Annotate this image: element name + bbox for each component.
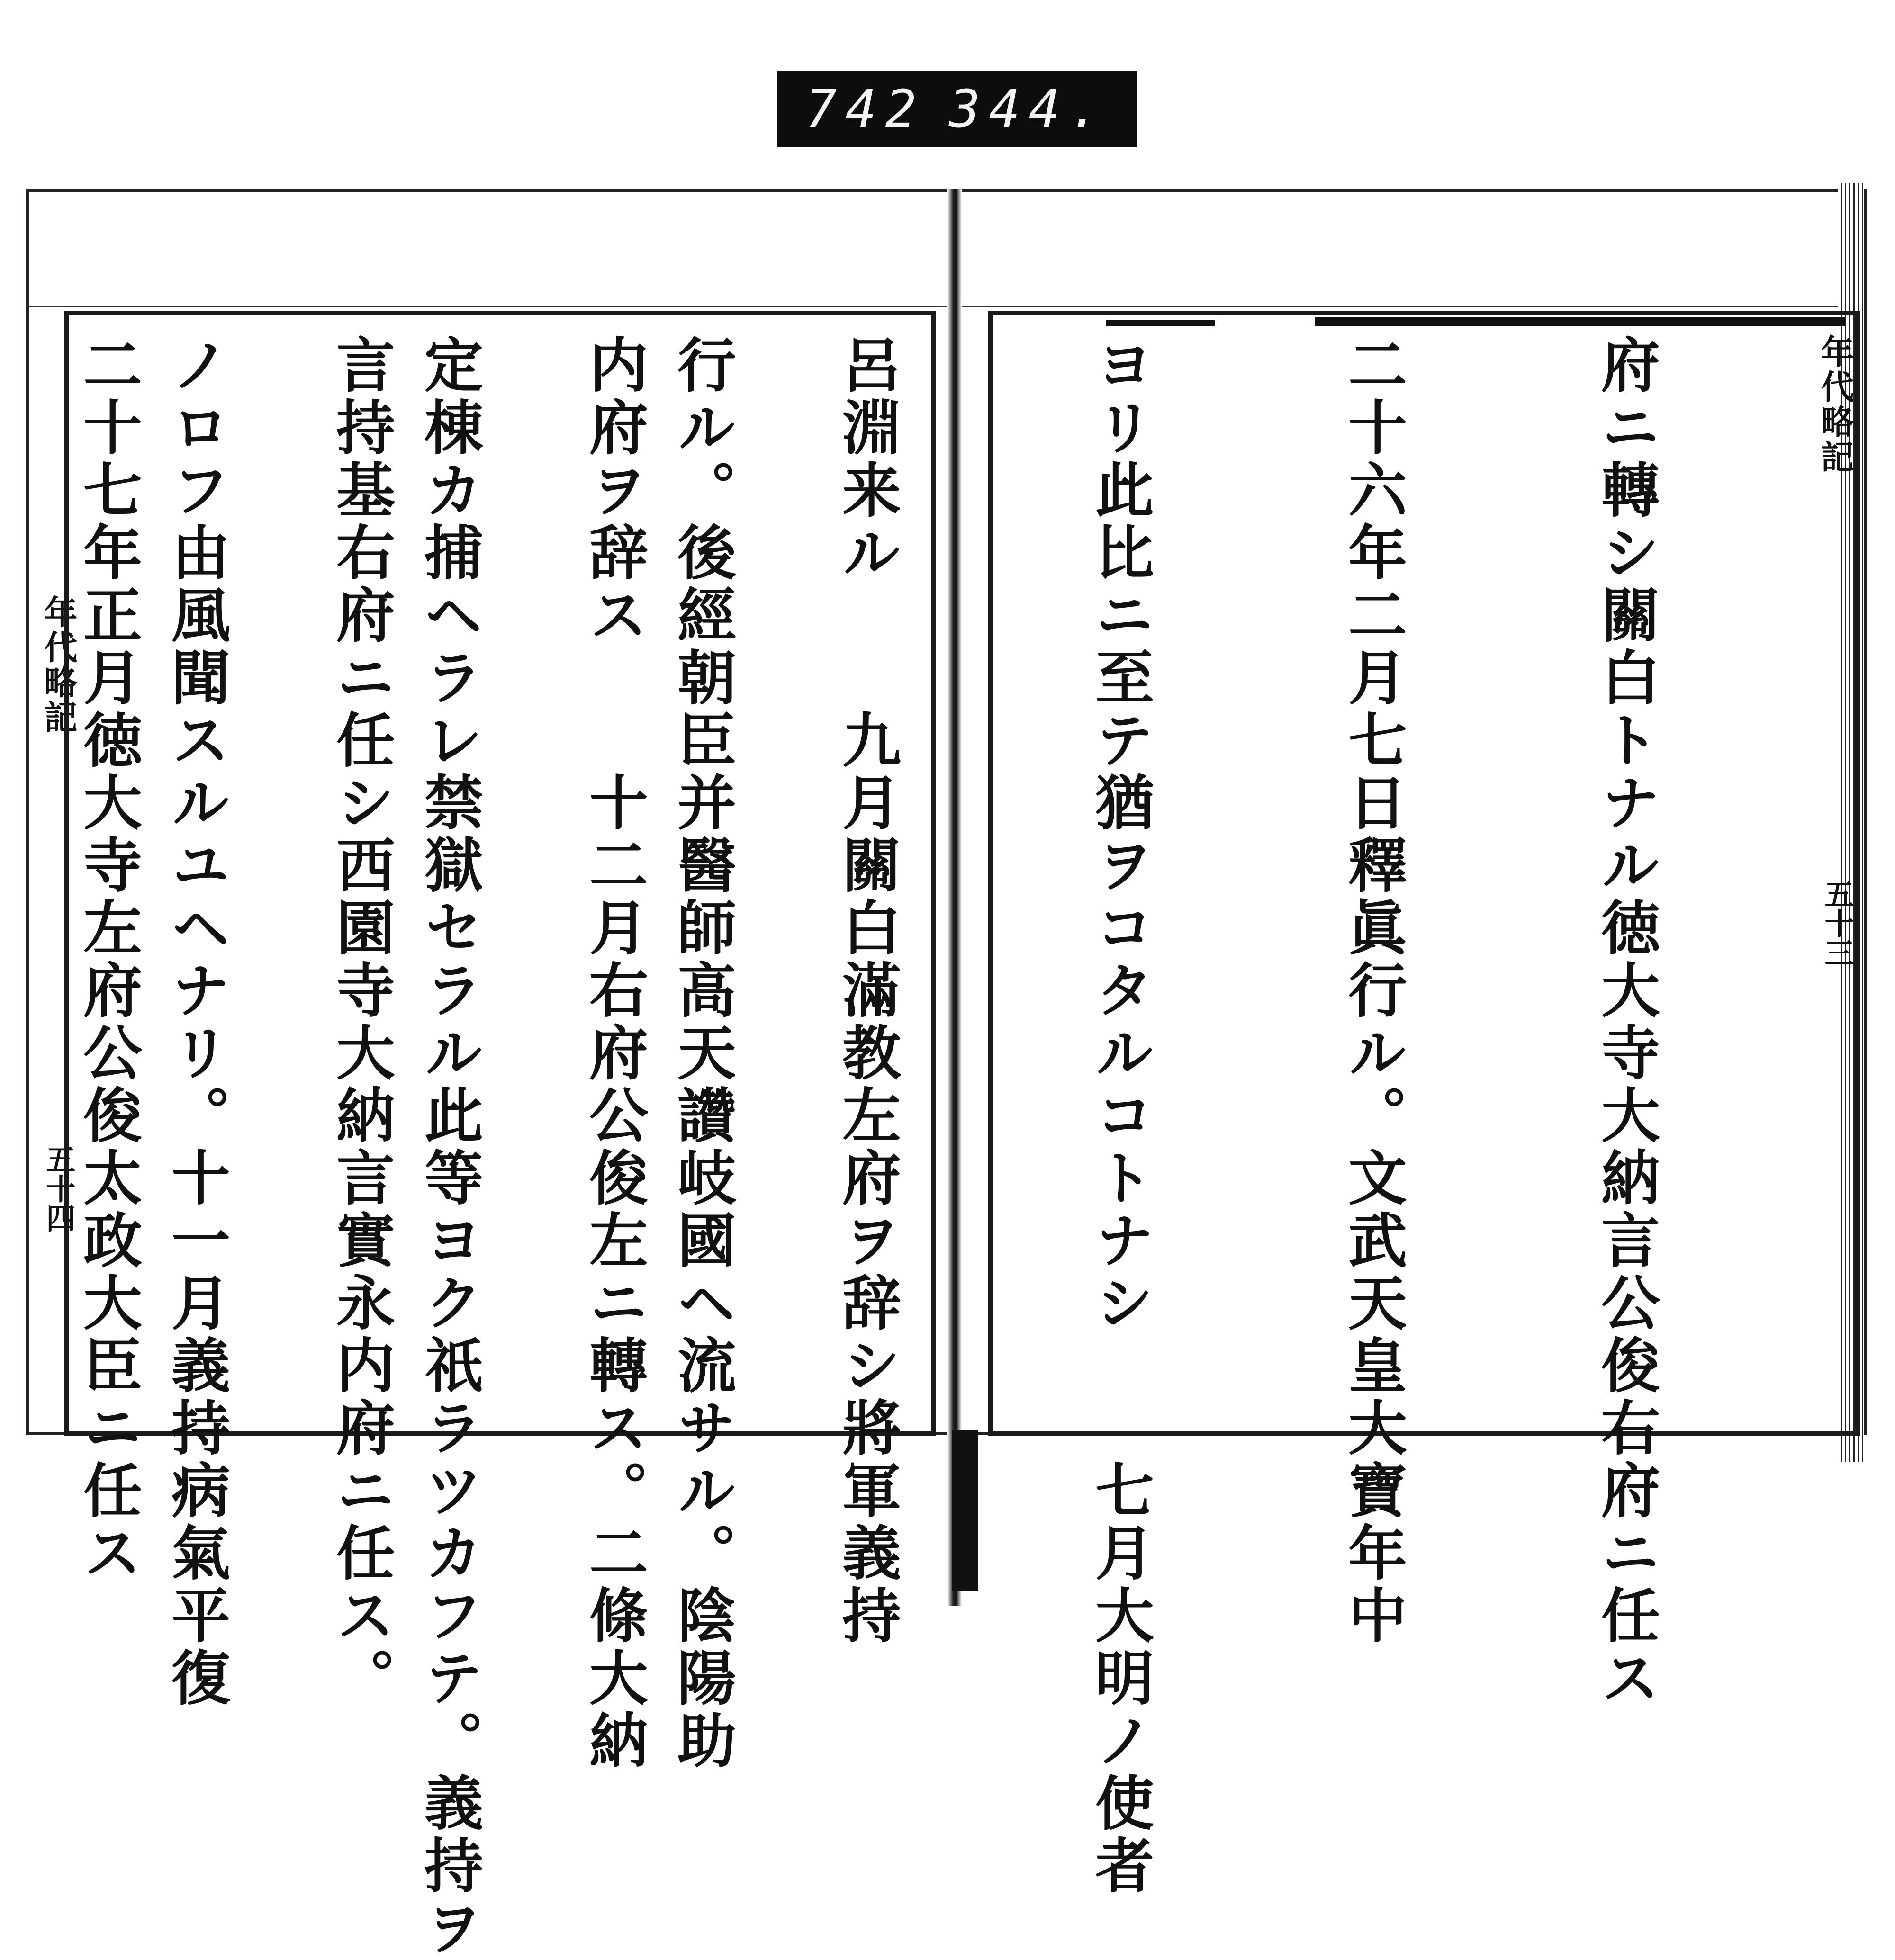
text-column: 二十六年二月七日釋眞行ル。文武天皇大寶年中 (1338, 334, 1407, 1647)
right-margin-title: 年代略記 (1815, 334, 1855, 475)
right-page-header (960, 192, 1864, 307)
left-page-number: 五十四 (41, 1144, 76, 1232)
text-column: 内府ヲ辞ス 十二月右府公俊左ニ轉ス。二條大納 (579, 334, 648, 1772)
catalog-number-right: 344. (949, 79, 1109, 139)
text-column: 府ニ轉シ關白トナル徳大寺大納言公俊右府ニ任ス (1591, 334, 1660, 1710)
text-column: ヨリ此比ニ至テ猶ヲコタルコトナシ 七月大明ノ使者 (1085, 334, 1154, 1897)
book-spread (26, 189, 1890, 1960)
catalog-label (777, 71, 1137, 147)
text-column: 言持基右府ニ任シ西園寺大納言實永内府ニ任ス。 (326, 334, 395, 1710)
text-column: 行ル。後經朝臣并醫師高天讚岐國ヘ流サル。陰陽助 (668, 334, 736, 1772)
text-column: 定棟カ捕ヘラレ禁獄セラル此等ヨク祇ラツカフテ。義持ヲ (415, 334, 483, 1960)
text-column: 呂淵来ル 九月關白滿教左府ヲ辞シ將軍義持 (832, 334, 901, 1647)
top-rule-mark (1106, 320, 1215, 326)
catalog-number-left: 742 (805, 79, 925, 139)
top-rule-line (1315, 317, 1845, 326)
left-margin-title: 年代略記 (39, 595, 78, 735)
left-page-header (29, 192, 949, 307)
right-page-number: 五十三 (1820, 879, 1854, 967)
gutter-binding-tab (952, 1430, 978, 1591)
text-column: ノロフ由風聞スルユヘナリ。十一月義持病氣平復 (162, 334, 230, 1710)
text-column: 二十七年正月徳大寺左府公俊太政大臣ニ任ス (73, 334, 142, 1585)
book-gutter (948, 189, 962, 1606)
